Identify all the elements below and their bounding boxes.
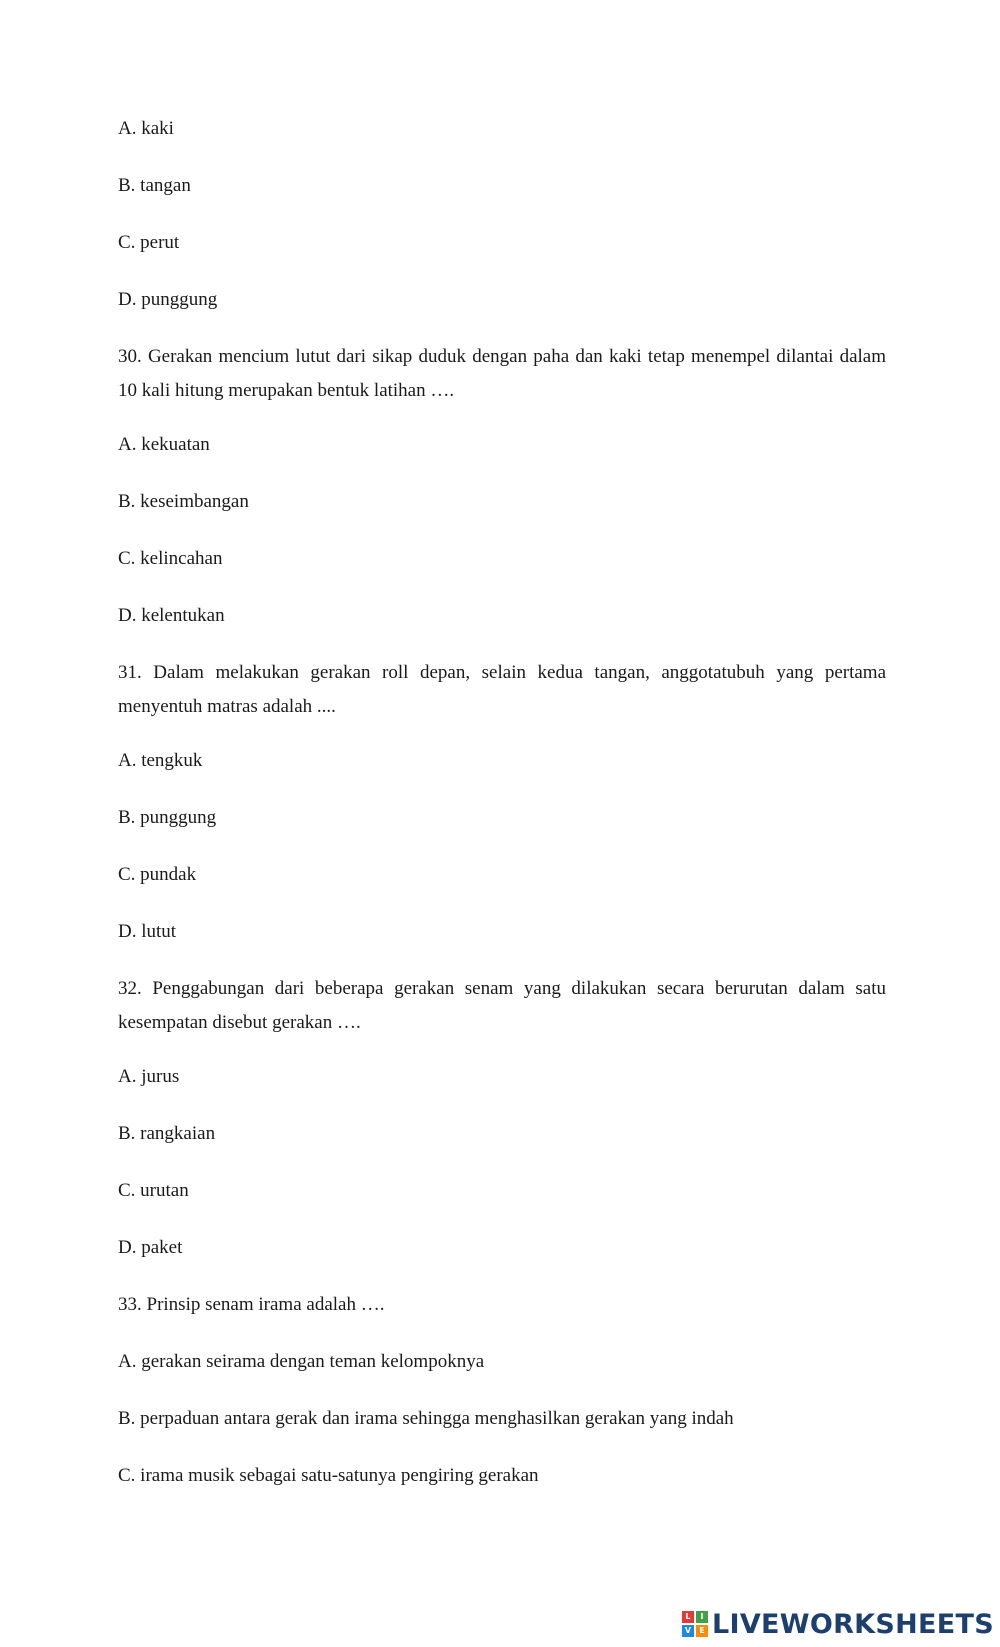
logo-letter-e: E [696,1625,708,1637]
option-30-b: B. keseimbangan [118,491,249,512]
liveworksheets-logo-icon [682,1611,708,1637]
option-33-b: B. perpaduan antara gerak dan irama sehingga menghasilkan gerakan yang indah [118,1408,734,1429]
question-31: 31. Dalam melakukan gerakan roll depan, selain kedua tangan, anggotatubuh yang pertama menyentuh matras adalah .... [118,662,886,717]
question-32: 32. Penggabungan dari beberapa gerakan senam yang dilakukan secara berurutan dalam satu kesempatan disebut gerakan …. [118,978,886,1033]
option-31-b: B. punggung [118,807,217,828]
option-b-tangan: B. tangan [118,175,191,196]
option-31-a: A. tengkuk [118,750,203,771]
option-31-c: C. pundak [118,864,197,885]
question-33: 33. Prinsip senam irama adalah …. [118,1294,385,1315]
option-31-d: D. lutut [118,921,177,942]
liveworksheets-brand [682,1607,994,1641]
brand-name: LIVEWORKSHEETS [711,1608,994,1640]
question-30: 30. Gerakan mencium lutut dari sikap duduk dengan paha dan kaki tetap menempel dilantai dalam 10 kali hitung merupakan bentuk latihan …. [118,346,886,401]
option-c-perut: C. perut [118,232,180,253]
logo-letter-l: L [682,1611,694,1623]
option-32-a: A. jurus [118,1066,180,1087]
logo-letter-i: I [696,1611,708,1623]
option-d-punggung: D. punggung [118,289,218,310]
option-a-kaki: A. kaki [118,118,174,139]
option-32-c: C. urutan [118,1180,189,1201]
option-30-d: D. kelentukan [118,605,225,626]
option-30-c: C. kelincahan [118,548,223,569]
option-33-a: A. gerakan seirama dengan teman kelompoknya [118,1351,485,1372]
option-33-c: C. irama musik sebagai satu-satunya pengiring gerakan [118,1465,539,1486]
option-30-a: A. kekuatan [118,434,210,455]
logo-letter-v: V [682,1625,694,1637]
worksheet-content [118,112,886,1516]
option-32-d: D. paket [118,1237,183,1258]
option-32-b: B. rangkaian [118,1123,216,1144]
